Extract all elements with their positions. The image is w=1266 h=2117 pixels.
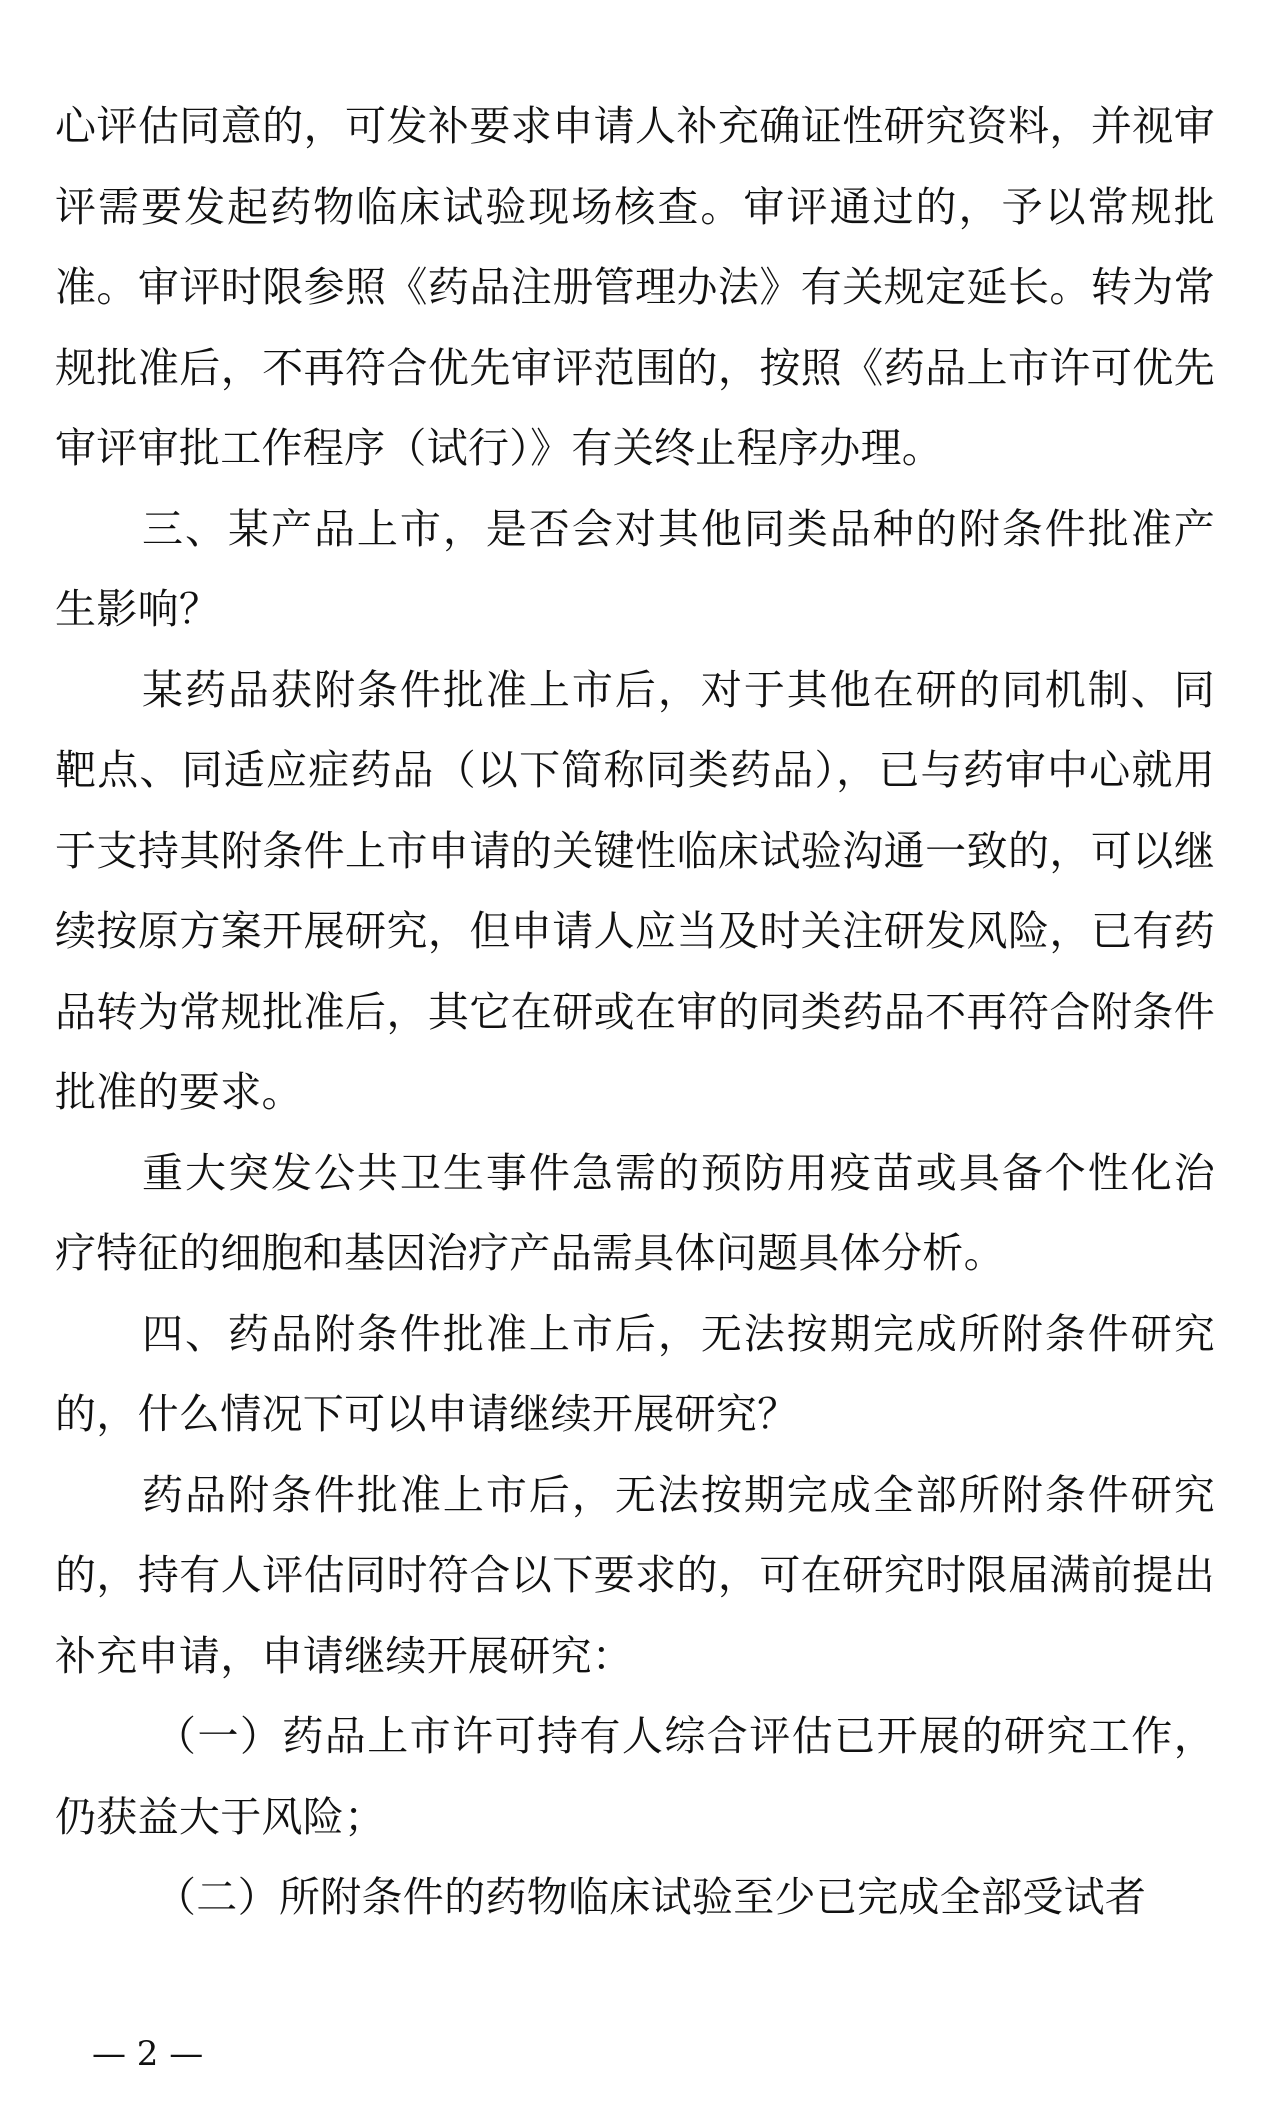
question-3-answer-paragraph: 某药品获附条件批准上市后，对于其他在研的同机制、同靶点、同适应症药品（以下简称同类药品），已与药审中心就用于支持其附条件上市申请的关键性临床试验沟通一致的，可以继续按原方案开展研究，但申请人应当及时关注研发风险，已有药品转为常规批准后，其它在研或在审的同类药品不再符合附条件批准的要求。 bbox=[55, 665, 1215, 1116]
question-3-special-cases-paragraph: 重大突发公共卫生事件急需的预防用疫苗或具备个性化治疗特征的细胞和基因治疗产品需具体问题具体分析。 bbox=[55, 1148, 1215, 1277]
question-4-answer-paragraph: 药品附条件批准上市后，无法按期完成全部所附条件研究的，持有人评估同时符合以下要求的，可在研究时限届满前提出补充申请，申请继续开展研究： bbox=[55, 1470, 1215, 1680]
question-4-heading: 四、药品附条件批准上市后，无法按期完成所附条件研究的，什么情况下可以申请继续开展研究？ bbox=[55, 1309, 1215, 1438]
question-3-heading: 三、某产品上市，是否会对其他同类品种的附条件批准产生影响？ bbox=[55, 504, 1215, 633]
list-item-1: （一）药品上市许可持有人综合评估已开展的研究工作，仍获益大于风险； bbox=[55, 1712, 1215, 1841]
page-number: — 2 — bbox=[92, 2034, 204, 2074]
list-item-2: （二）所附条件的药物临床试验至少已完成全部受试者 bbox=[155, 1873, 1147, 1921]
paragraph-continuation: 心评估同意的，可发补要求申请人补充确证性研究资料，并视审评需要发起药物临床试验现场核查。审评通过的，予以常规批准。审评时限参照《药品注册管理办法》有关规定延长。转为常规批准后，不再符合优先审评范围的，按照《药品上市许可优先审评审批工作程序（试行）》有关终止程序办理。 bbox=[55, 102, 1215, 472]
document-body bbox=[55, 86, 1215, 1938]
